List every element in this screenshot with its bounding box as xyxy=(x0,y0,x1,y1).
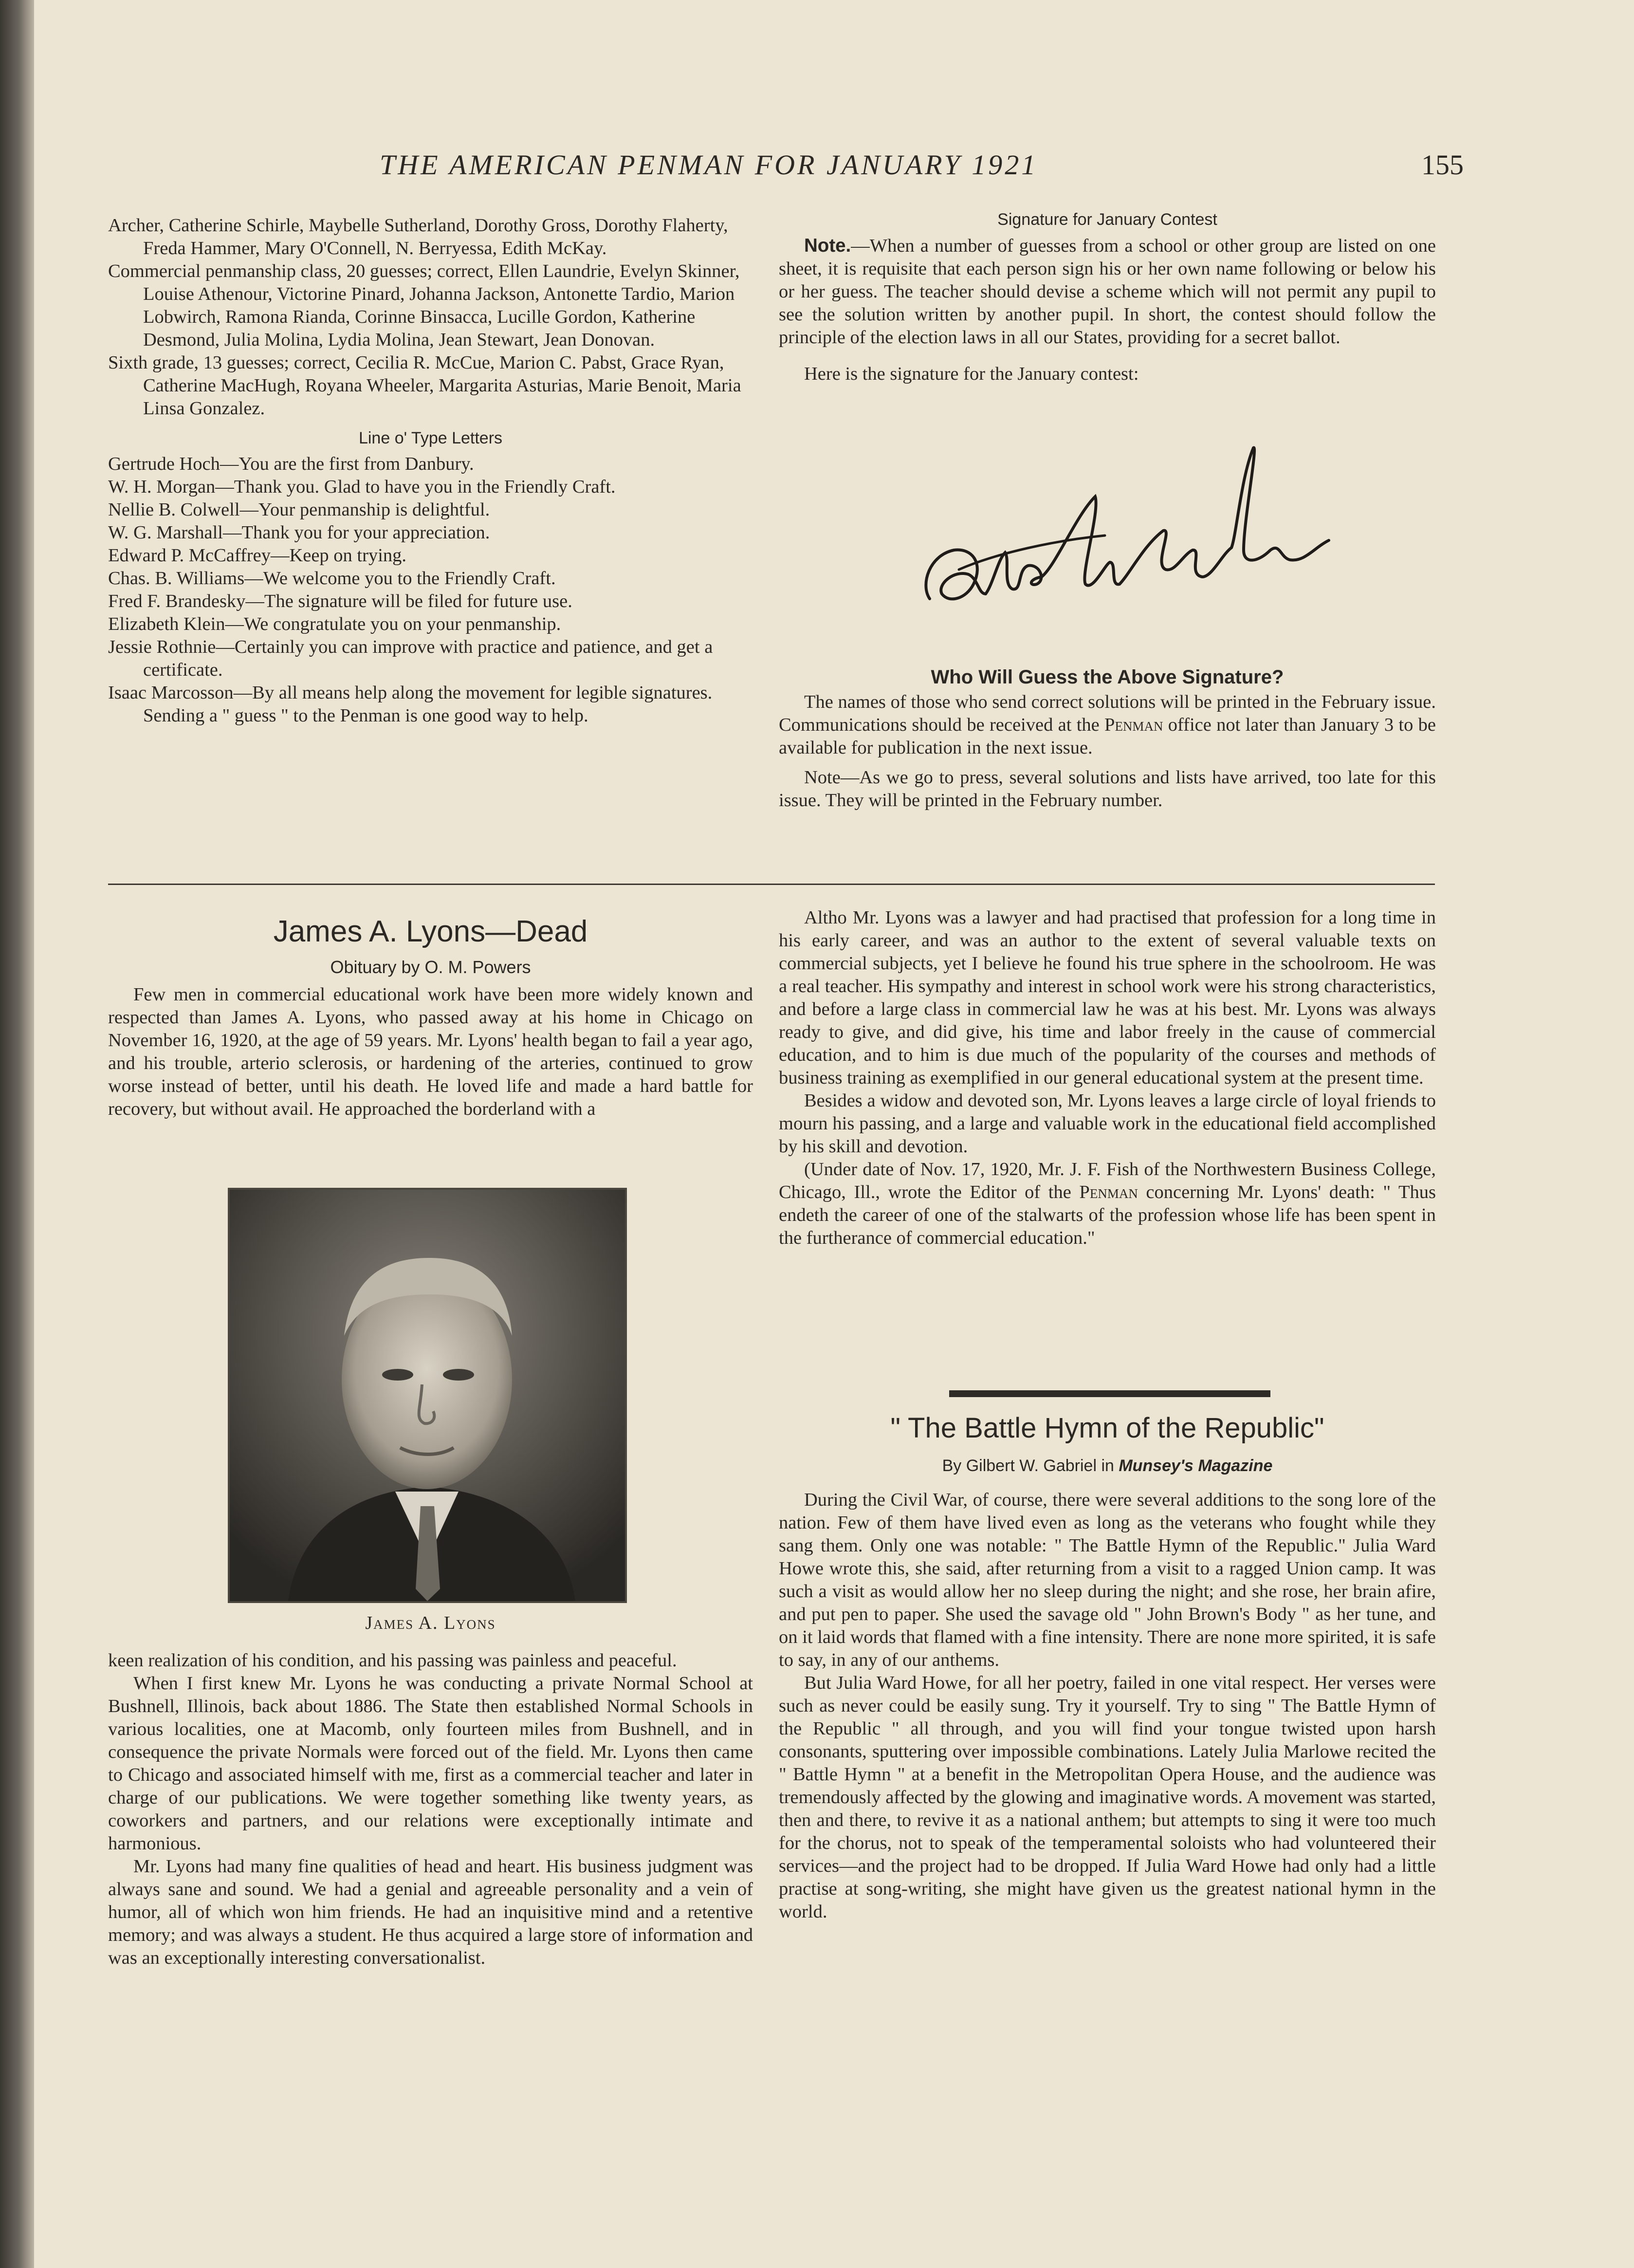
portrait-caption: James A. Lyons xyxy=(365,1613,496,1633)
obituary-paragraph: keen realization of his condition, and his passing was painless and peaceful. xyxy=(108,1650,677,1671)
signature-intro: Here is the signature for the January contest: xyxy=(804,364,1139,384)
obituary-paragraph: When I first knew Mr. Lyons he was conducting a private Normal School at Bushnell, Illinois, back about 1886. The State then established Normal Schools in various localities, one at Macomb, only fourteen miles from Bushnell, and in consequence the private Normals were forced out of the field. Mr. Lyons then came to Chicago and associated himself with me, first as a commercial teacher and later in charge of our publications. We were together something like twenty years, as coworkers and partners, and our relations were exceptionally intimate and harmonious. xyxy=(108,1673,753,1854)
battle-hymn-byline xyxy=(779,1457,1436,1475)
quote-text: (Under date of Nov. 17, 1920, Mr. J. F. Fish of the Northwestern Business College, Chicago, Ill., wrote the Editor of the xyxy=(779,1159,1436,1202)
obituary-paragraph: Few men in commercial educational work have been more widely known and respected than James A. Lyons, who passed away at his home in Chicago on November 16, 1920, at the age of 59 years. Mr. Lyons' health began to fail a year ago, and his trouble, arterio sclerosis, or hardening of the arteries, continued to grow worse instead of better, until his death. He loved life and made a hard battle for recovery, but without avail. He approached the borderland with a xyxy=(108,984,753,1119)
obituary-title: James A. Lyons—Dead xyxy=(273,915,588,948)
letter-reply: Chas. B. Williams—We welcome you to the Friendly Craft. xyxy=(108,568,556,589)
penman-name: Penman xyxy=(1079,1182,1138,1202)
battle-hymn-paragraph: During the Civil War, of course, there were several additions to the song lore of the nation. Few of them have lived even as long as the veterans who fought while they sang them. Only one was notable: " The Battle Hymn of the Republic." Julia Ward Howe wrote this, she said, after returning from a visit to a ragged Union camp. It was such a visit as would allow her no sleep during the night; and she rose, her brain afire, and put pen to paper. She used the savage old " John Brown's Body " as her tune, and on it laid words that flamed with a fine intensity. There are none more spirited, it is safe to say, in any of our anthems. xyxy=(779,1490,1436,1670)
signature-contest-column xyxy=(779,208,1436,386)
battle-hymn-paragraph: But Julia Ward Howe, for all her poetry, failed in one vital respect. Her verses were such as never could be easily sung. Try it yourself. Try to sing " The Battle Hymn of the Republic " all through, and you will find your tongue twisted upon harsh consonants, sputtering over impossible combinations. Lately Julia Marlowe recited the " Battle Hymn " at a benefit in the Metropolitan Opera House, and the audience was tremendously affected by the glowing and imaginative words. A movement was started, then and there, to revive it as a national anthem; but attempts to sing it were too much for the chorus, not to speak of the temperamental soloists who had volunteered their services—and the project had to be dropped. If Julia Ward Howe had only had a little practise at song-writing, she might have given us the greatest national hymn in the world. xyxy=(779,1673,1436,1922)
battle-hymn-column xyxy=(779,1489,1436,1923)
obituary-column-right xyxy=(779,906,1436,1250)
letter-reply: W. G. Marshall—Thank you for your appreciation. xyxy=(108,522,490,543)
obituary-paragraph: Altho Mr. Lyons was a lawyer and had practised that profession for a long time in his early career, and was an author to the extent of several valuable texts on commercial subjects, yet I believe he found his true sphere in the schoolroom. He was a real teacher. His sympathy and interest in school work were his strong characteristics, and before a large class in commercial law he was at his best. Mr. Lyons was always ready to give, and did give, his time and labor freely in the cause of commercial education, and to him is due much of the popularity of the courses and methods of business training as exemplified in our general educational system at the present time. xyxy=(779,907,1436,1088)
portrait-image xyxy=(230,1190,625,1601)
obituary-column-left xyxy=(108,983,753,1121)
running-head: THE AMERICAN PENMAN FOR JANUARY 1921 xyxy=(380,149,1038,181)
penman-name: Penman xyxy=(1104,715,1163,735)
guess-question: Who Will Guess the Above Signature? xyxy=(931,666,1284,688)
handwritten-signature xyxy=(900,438,1363,652)
results-entry: Commercial penmanship class, 20 guesses; correct, Ellen Laundrie, Evelyn Skinner, Louise Athenour, Victorine Pinard, Johanna Jackson, Antonette Tardio, Marion Lobwirch, Ramona Rianda, Corinne Binsacca, Lucille Gordon, Katherine Desmond, Julia Molina, Lydia Molina, Jean Stewart, Jean Donovan. xyxy=(108,261,740,350)
page-number: 155 xyxy=(1421,149,1464,181)
results-entry: Archer, Catherine Schirle, Maybelle Sutherland, Dorothy Gross, Dorothy Flaherty, Freda Hammer, Mary O'Connell, N. Berryessa, Edith McKay. xyxy=(108,215,728,258)
instructions-text-end: office not later than January 3 to be available for publication in the next issue. xyxy=(779,715,1436,758)
contest-instructions xyxy=(779,691,1436,759)
byline-text: By Gilbert W. Gabriel in xyxy=(942,1457,1119,1475)
signature-contest-followup xyxy=(779,666,1436,812)
obituary-byline: Obituary by O. M. Powers xyxy=(330,957,531,977)
contest-note xyxy=(779,234,1436,349)
letter-reply: Isaac Marcosson—By all means help along the movement for legible signatures. Sending a " guess " to the Penman is one good way to help. xyxy=(108,682,713,726)
note-text: —When a number of guesses from a school or other group are listed on one sheet, it is requisite that each person sign his or her own name following or below his or her guess. The teacher should devise a scheme which will not permit any pupil to see the solution written by another pupil. In short, the contest should follow the principle of the election laws in all our States, providing for a secret ballot. xyxy=(779,236,1436,348)
obituary-paragraph: Mr. Lyons had many fine qualities of head and heart. His business judgment was always sane and sound. We had a genial and agreeable personality and a vein of humor, all of which won him friends. He had an inquisitive mind and a retentive memory; and was always a student. He thus acquired a large store of information and was an exceptionally interesting conversationalist. xyxy=(108,1856,753,1968)
letter-reply: Elizabeth Klein—We congratulate you on your penmanship. xyxy=(108,614,561,634)
instructions-text: The names of those who send correct solutions will be printed in the February issue. Communications should be received at the xyxy=(779,692,1436,735)
obituary-column-left-continued xyxy=(108,1649,753,1970)
letters-heading: Line o' Type Letters xyxy=(358,429,503,447)
letter-reply: Gertrude Hoch—You are the first from Danbury. xyxy=(108,454,474,474)
portrait-photo xyxy=(228,1188,627,1603)
article-separator xyxy=(949,1390,1270,1397)
results-entry: Sixth grade, 13 guesses; correct, Cecilia R. McCue, Marion C. Pabst, Grace Ryan, Catherine MacHugh, Royana Wheeler, Margarita Asturias, Marie Benoit, Maria Linsa Gonzalez. xyxy=(108,352,741,419)
contest-signature-image xyxy=(900,438,1363,652)
letter-reply: W. H. Morgan—Thank you. Glad to have you in the Friendly Craft. xyxy=(108,477,616,497)
obituary-paragraph: Besides a widow and devoted son, Mr. Lyons leaves a large circle of loyal friends to mourn his passing, and a large and valuable work in the educational field accomplished by his skill and devotion. xyxy=(779,1090,1436,1157)
scan-binding-edge xyxy=(0,0,34,2268)
signature-contest-heading: Signature for January Contest xyxy=(997,210,1217,229)
letter-reply: Fred F. Brandesky—The signature will be filed for future use. xyxy=(108,591,572,611)
battle-hymn-title: " The Battle Hymn of the Republic" xyxy=(890,1412,1324,1444)
contest-results-column xyxy=(108,214,753,727)
letter-reply: Edward P. McCaffrey—Keep on trying. xyxy=(108,545,407,566)
obituary-paragraph xyxy=(779,1158,1436,1250)
quote-text-end: concerning Mr. Lyons' death: " Thus endeth the career of one of the stalwarts of the profession whose life has been spent in the furtherance of commercial education." xyxy=(779,1182,1436,1248)
press-note: Note—As we go to press, several solutions and lists have arrived, too late for this issue. They will be printed in the February number. xyxy=(779,767,1436,811)
horizontal-rule xyxy=(108,884,1435,885)
letter-reply: Nellie B. Colwell—Your penmanship is delightful. xyxy=(108,499,490,520)
note-label: Note. xyxy=(804,235,851,256)
magazine-name: Munsey's Magazine xyxy=(1119,1457,1273,1475)
letter-reply: Jessie Rothnie—Certainly you can improve with practice and patience, and get a certificate. xyxy=(108,637,713,680)
